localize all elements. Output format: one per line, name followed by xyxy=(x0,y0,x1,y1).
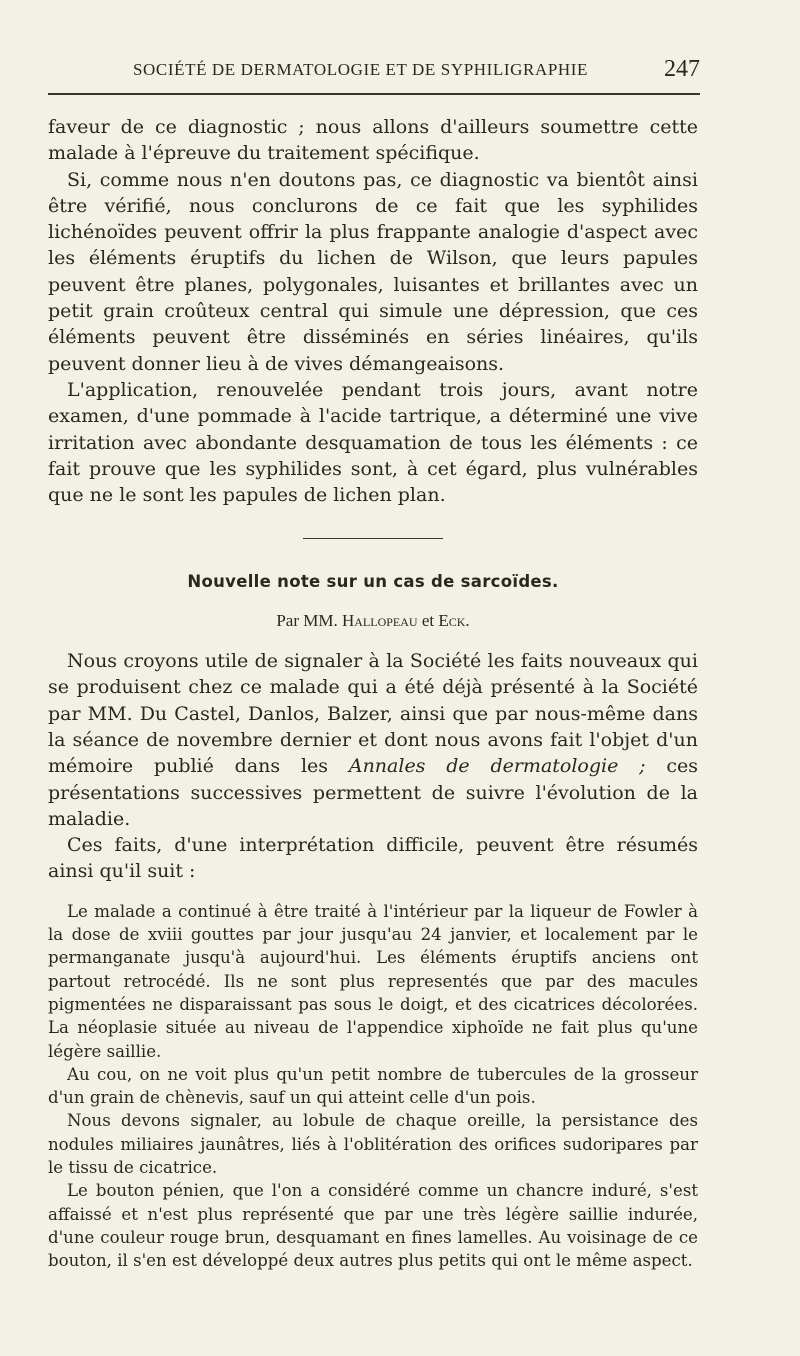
page-number: 247 xyxy=(664,56,700,82)
main-paragraph-1-text-b: ces présentations successives permettent de suivre l'évolution de la maladie. xyxy=(48,755,699,830)
section-title: Nouvelle note sur un cas de sarcoïdes. xyxy=(187,572,559,592)
case-note-3: Nous devons signaler, au lobule de chaque oreille, la persistance des nodules miliaires jaunâtres, liés à l'oblitération des orifices sudoripares par le tissu de cicatrice. xyxy=(48,1111,698,1177)
header-rule xyxy=(48,93,700,95)
case-notes xyxy=(48,900,698,1273)
section-divider xyxy=(303,538,443,539)
page-body xyxy=(48,114,698,1272)
running-title: SOCIÉTÉ DE DERMATOLOGIE ET DE SYPHILIGRAPHIE xyxy=(133,60,589,79)
byline xyxy=(48,608,698,634)
intro-paragraph-1: faveur de ce diagnostic ; nous allons d'ailleurs soumettre cette malade à l'épreuve du traitement spécifique. xyxy=(48,116,698,165)
case-note-1: Le malade a continué à être traité à l'intérieur par la liqueur de Fowler à la dose de xviii gouttes par jour jusqu'au 24 janvier, et localement par le permanganate jusqu'à aujourd'hui. Les éléments éruptifs anciens ont partout retrocédé. Ils ne sont plus representés que par des macules pigmentées ne disparaissant pas sous le doigt, et des cicatrices décolorées. La néoplasie située au niveau de l'appendice xiphoïde ne fait plus qu'une légère saillie. xyxy=(48,901,698,1061)
byline-and: et xyxy=(421,610,435,630)
intro-paragraph-3: L'application, renouvelée pendant trois jours, avant notre examen, d'une pommade à l'acide tartrique, a déterminé une vive irritation avec abondante desquamation de tous les éléments : ce fait prouve que les syphilides sont, à cet égard, plus vulnérables que ne le sont les papules de lichen plan. xyxy=(48,378,698,507)
main-paragraph-1-text-a: Nous croyons utile de signaler à la Société les faits nouveaux qui se produisent chez ce malade qui a été déjà présenté à la Société par MM. Du Castel, Danlos, Balzer, ainsi que par nous-même dans la séance de novembre dernier et dont nous avons fait l'objet d'un mémoire publié dans les xyxy=(48,650,698,778)
page-header xyxy=(48,56,700,86)
byline-prefix: Par MM. xyxy=(276,610,338,630)
journal-title: Annales de dermatologie ; xyxy=(348,755,646,778)
main-paragraph-1 xyxy=(48,648,698,832)
case-note-2: Au cou, on ne voit plus qu'un petit nombre de tubercules de la grosseur d'un grain de chènevis, sauf un qui atteint celle d'un pois. xyxy=(48,1064,698,1108)
main-paragraph-2: Ces faits, d'une interprétation difficile, peuvent être résumés ainsi qu'il suit : xyxy=(48,834,698,883)
intro-paragraph-2: Si, comme nous n'en doutons pas, ce diagnostic va bientôt ainsi être vérifié, nous conclurons de ce fait que les syphilides lichénoïdes peuvent offrir la plus frappante analogie d'aspect avec les éléments éruptifs du lichen de Wilson, que leurs papules peuvent être planes, polygonales, luisantes et brillantes avec un petit grain croûteux central qui simule une dépression, que ces éléments peuvent être disséminés en séries linéaires, qu'ils peuvent donner lieu à de vives démangeaisons. xyxy=(48,168,698,375)
author-hallopeau: Hallopeau xyxy=(341,610,418,630)
author-eck: Eck. xyxy=(438,610,470,630)
case-note-4: Le bouton pénien, que l'on a considéré comme un chancre induré, s'est affaissé et n'est plus représenté que par une très légère saillie indurée, d'une couleur rouge brun, desquamant en fines lamelles. Au voisinage de ce bouton, il s'en est développé deux autres plus petits qui ont le même aspect. xyxy=(48,1181,698,1271)
